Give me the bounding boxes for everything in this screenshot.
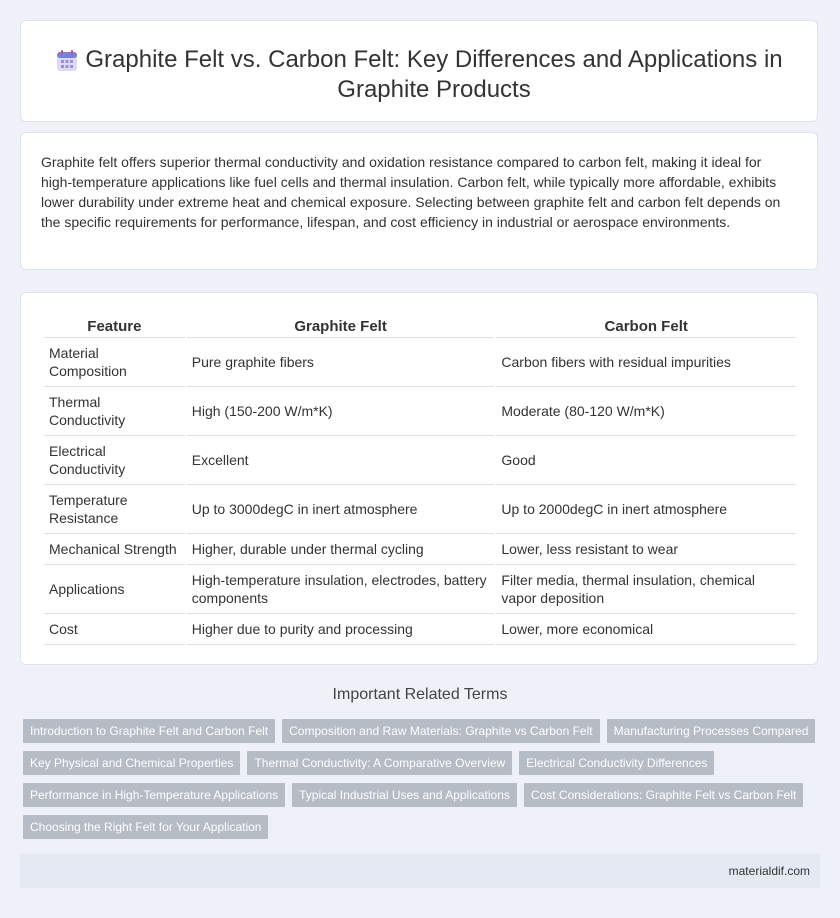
graphite-felt-cell: Pure graphite fibers: [187, 338, 495, 387]
graphite-felt-cell: High (150-200 W/m*K): [187, 387, 495, 436]
footer: [20, 854, 820, 888]
related-term-tag[interactable]: Electrical Conductivity Differences: [519, 751, 714, 775]
carbon-felt-cell: Up to 2000degC in inert atmosphere: [496, 485, 796, 534]
carbon-felt-cell: Lower, more economical: [496, 614, 796, 645]
graphite-felt-cell: Up to 3000degC in inert atmosphere: [187, 485, 495, 534]
graphite-felt-cell: Excellent: [187, 436, 495, 485]
feature-cell: Cost: [44, 614, 185, 645]
page-title: Graphite Felt vs. Carbon Felt: Key Differences and Applications in Graphite Products: [85, 46, 783, 103]
comparison-table: [42, 315, 798, 645]
related-term-tag[interactable]: Composition and Raw Materials: Graphite vs Carbon Felt: [282, 719, 599, 743]
table-row: [44, 338, 796, 387]
feature-cell: Applications: [44, 565, 185, 614]
carbon-felt-cell: Moderate (80-120 W/m*K): [496, 387, 796, 436]
graphite-felt-cell: Higher due to purity and processing: [187, 614, 495, 645]
column-header-carbon-felt: Carbon Felt: [496, 315, 796, 338]
related-term-tag[interactable]: Cost Considerations: Graphite Felt vs Carbon Felt: [524, 783, 803, 807]
calendar-grid-icon: [55, 49, 79, 73]
summary-card: [20, 132, 818, 270]
related-terms-heading: Important Related Terms: [332, 686, 508, 703]
table-row: [44, 436, 796, 485]
related-term-tag[interactable]: Key Physical and Chemical Properties: [23, 751, 240, 775]
carbon-felt-cell: Lower, less resistant to wear: [496, 534, 796, 565]
feature-cell: Material Composition: [44, 338, 185, 387]
related-term-tag[interactable]: Thermal Conductivity: A Comparative Overview: [247, 751, 512, 775]
table-header-row: [44, 315, 796, 338]
related-term-tag[interactable]: Typical Industrial Uses and Applications: [292, 783, 517, 807]
related-term-tag[interactable]: Performance in High-Temperature Applications: [23, 783, 285, 807]
header-card: [20, 20, 818, 122]
table-row: [44, 534, 796, 565]
table-row: [44, 485, 796, 534]
carbon-felt-cell: Filter media, thermal insulation, chemical vapor deposition: [496, 565, 796, 614]
summary-text: Graphite felt offers superior thermal conductivity and oxidation resistance compared to carbon felt, making it ideal for high-temperature applications like fuel cells and thermal insulation. Carbon felt, while typically more affordable, exhibits lower durability under extreme heat and chemical exposure. Selecting between graphite felt and carbon felt depends on the specific requirements for performance, lifespan, and cost efficiency in industrial or aerospace environments.: [41, 154, 781, 230]
feature-cell: Thermal Conductivity: [44, 387, 185, 436]
carbon-felt-cell: Good: [496, 436, 796, 485]
related-term-tag[interactable]: Introduction to Graphite Felt and Carbon Felt: [23, 719, 275, 743]
carbon-felt-cell: Carbon fibers with residual impurities: [496, 338, 796, 387]
table-row: [44, 614, 796, 645]
feature-cell: Mechanical Strength: [44, 534, 185, 565]
table-row: [44, 387, 796, 436]
feature-cell: Temperature Resistance: [44, 485, 185, 534]
related-term-tag[interactable]: Choosing the Right Felt for Your Application: [23, 815, 268, 839]
related-terms-list: [23, 719, 823, 847]
table-row: [44, 565, 796, 614]
feature-cell: Electrical Conductivity: [44, 436, 185, 485]
column-header-feature: Feature: [44, 315, 185, 338]
graphite-felt-cell: High-temperature insulation, electrodes, battery components: [187, 565, 495, 614]
column-header-graphite-felt: Graphite Felt: [187, 315, 495, 338]
graphite-felt-cell: Higher, durable under thermal cycling: [187, 534, 495, 565]
comparison-card: [20, 292, 818, 665]
related-term-tag[interactable]: Manufacturing Processes Compared: [607, 719, 816, 743]
site-name[interactable]: materialdif.com: [728, 864, 810, 878]
